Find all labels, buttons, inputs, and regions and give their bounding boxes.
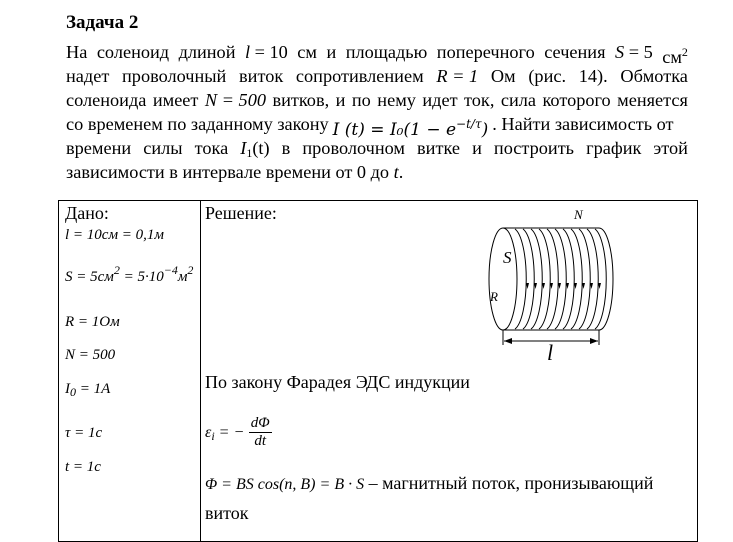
word: виток [239, 66, 284, 86]
problem-title: Задача 2 [66, 12, 139, 33]
given-column [59, 201, 201, 542]
fig-label-r: R [490, 289, 498, 304]
given-header: Дано: [65, 203, 109, 223]
word: и [472, 138, 482, 158]
word: график [586, 138, 642, 158]
word: витке [417, 138, 460, 158]
fig-label-n: N [574, 207, 583, 222]
given-turns: N = 500 [65, 347, 116, 363]
resistance-eq: R = 1 [436, 66, 479, 86]
word: и [326, 42, 337, 62]
solution-column [201, 201, 698, 542]
word: тока [194, 138, 229, 158]
turns-eq: N = 500 [204, 90, 266, 110]
flux-formula: Φ = BS cos(n, B) = B · S – магнитный поток, пронизывающий [205, 473, 654, 493]
word: в [281, 138, 291, 158]
area-eq: S = 5 [614, 42, 653, 62]
statement-line-1 [66, 40, 688, 67]
current-law-formula: I $(t) = I_0(1 - e^{-t/\tau})$ [332, 117, 489, 140]
word: сила [500, 90, 536, 110]
word: длиной [178, 42, 236, 62]
word: Ом [490, 66, 516, 86]
word: надет [66, 66, 110, 86]
solution-table [58, 200, 698, 542]
word: по [351, 90, 371, 110]
statement-line-2 [66, 64, 688, 88]
word: площадью [345, 42, 428, 62]
word: имеет [152, 90, 199, 110]
word: Обмотка [620, 66, 688, 86]
text: со временем по заданному закону [66, 114, 329, 134]
word: идет [422, 90, 458, 110]
word: соленоида [66, 90, 147, 110]
given-resistance: R = 1Ом [65, 314, 120, 330]
solenoid-figure [487, 203, 637, 363]
word: ток, [464, 90, 495, 110]
word: см [297, 42, 317, 62]
word: силы [143, 138, 183, 158]
word: сечения [544, 42, 606, 62]
word: времени [66, 138, 132, 158]
word: поперечного [436, 42, 535, 62]
given-tau: τ = 1c [65, 425, 103, 441]
word: сопротивлением [295, 66, 424, 86]
word: соленоид [96, 42, 170, 62]
given-current-amplitude: $I_0 = 1A$ [65, 381, 111, 399]
word: На [66, 42, 88, 62]
problem-statement [66, 40, 688, 184]
length-eq: l = 10 [244, 42, 288, 62]
fig-label-s: S [503, 248, 512, 267]
fig-label-l: l [547, 340, 554, 363]
word: нему [377, 90, 416, 110]
statement-line-5 [66, 136, 688, 160]
word: проволочном [302, 138, 405, 158]
given-length: l = 10см = 0,1м [65, 227, 164, 243]
statement-line-6 [66, 160, 688, 184]
statement-line-4 [66, 112, 688, 140]
word: построить [493, 138, 575, 158]
given-area: $S = 5см^2 = 5\cdot 10^{-4}м^2$ [65, 263, 194, 285]
area-unit: $см^2$ [662, 45, 688, 67]
word: которого [542, 90, 611, 110]
text: . Найти зависимость от [492, 114, 674, 134]
word: 14). [578, 66, 608, 86]
word: проволочный [122, 66, 227, 86]
faraday-law-text: По закону Фарадея ЭДС индукции [205, 372, 470, 392]
emf-formula: $\varepsilon_i$ = − $\frac{d\Phi}{dt}$ [205, 415, 270, 449]
flux-text-cont: виток [205, 503, 249, 523]
word: и [335, 90, 346, 110]
statement-line-3 [66, 88, 688, 112]
text: зависимости в интервале времени от 0 до t. [66, 162, 404, 182]
loop-current: $I_1(t)$ [240, 138, 270, 160]
word: (рис. [528, 66, 567, 86]
given-time: t = 1c [65, 459, 101, 475]
word: витков, [272, 90, 330, 110]
word: меняется [617, 90, 688, 110]
word: этой [653, 138, 688, 158]
solution-header: Решение: [205, 203, 277, 223]
